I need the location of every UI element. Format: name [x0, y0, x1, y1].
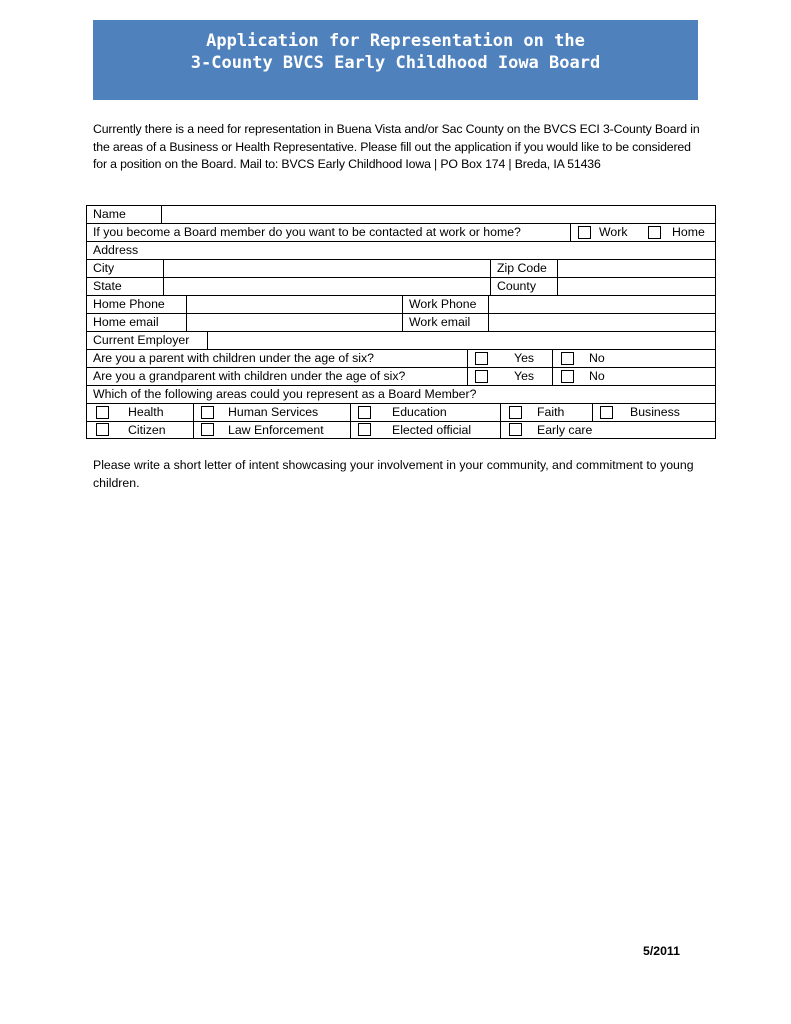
row-emails	[87, 314, 715, 332]
grandparent-yes-cell	[467, 368, 552, 385]
home-email-field[interactable]	[186, 314, 402, 331]
parent-yes-label: Yes	[514, 351, 535, 365]
citizen-checkbox[interactable]	[96, 423, 109, 436]
faith-label: Faith	[537, 405, 565, 419]
business-label: Business	[630, 405, 680, 419]
education-label: Education	[392, 405, 447, 419]
human-services-label: Human Services	[228, 405, 319, 419]
parent-question: Are you a parent with children under the age of six?	[93, 351, 374, 365]
area-faith-cell	[500, 404, 592, 421]
name-field[interactable]	[161, 206, 715, 223]
grandparent-question: Are you a grandparent with children under the age of six?	[93, 369, 406, 383]
area-elected-official-cell	[350, 422, 500, 438]
contact-question: If you become a Board member do you want to be contacted at work or home?	[93, 225, 521, 239]
law-enforcement-label: Law Enforcement	[228, 423, 324, 437]
employer-field[interactable]	[207, 332, 715, 349]
row-contact	[87, 224, 715, 242]
home-label: Home	[672, 225, 705, 239]
early-care-label: Early care	[537, 423, 593, 437]
grandparent-no-cell	[552, 368, 715, 385]
row-phones	[87, 296, 715, 314]
row-state	[87, 278, 715, 296]
parent-yes-cell	[467, 350, 552, 367]
row-address	[87, 242, 715, 260]
header-banner	[93, 20, 698, 100]
areas-question: Which of the following areas could you represent as a Board Member?	[93, 387, 477, 401]
name-label: Name	[93, 207, 126, 221]
row-employer	[87, 332, 715, 350]
area-health-cell	[87, 404, 193, 421]
area-human-services-cell	[193, 404, 350, 421]
city-label: City	[93, 261, 115, 275]
area-education-cell	[350, 404, 500, 421]
employer-label: Current Employer	[93, 333, 190, 347]
education-checkbox[interactable]	[358, 406, 371, 419]
state-field[interactable]	[163, 278, 490, 295]
row-name	[87, 206, 715, 224]
letter-instructions: Please write a short letter of intent showcasing your involvement in your community, and commitment to young children.	[93, 458, 694, 490]
parent-no-checkbox[interactable]	[561, 352, 574, 365]
elected-official-checkbox[interactable]	[358, 423, 371, 436]
revision-date: 5/2011	[643, 944, 680, 958]
area-early-care-cell	[500, 422, 715, 438]
work-email-label: Work email	[402, 314, 488, 331]
parent-yes-checkbox[interactable]	[475, 352, 488, 365]
health-checkbox[interactable]	[96, 406, 109, 419]
state-label: State	[93, 279, 122, 293]
business-checkbox[interactable]	[600, 406, 613, 419]
city-field[interactable]	[163, 260, 490, 277]
home-checkbox[interactable]	[648, 226, 661, 239]
zip-label: Zip Code	[490, 260, 557, 277]
row-city	[87, 260, 715, 278]
address-label: Address	[93, 243, 139, 257]
title-line-1: Application for Representation on the	[206, 31, 585, 51]
application-form	[86, 205, 716, 439]
grandparent-no-checkbox[interactable]	[561, 370, 574, 383]
work-checkbox[interactable]	[578, 226, 591, 239]
county-field[interactable]	[557, 278, 715, 295]
row-grandparent	[87, 368, 715, 386]
row-areas-2	[87, 422, 715, 438]
grandparent-no-label: No	[589, 369, 605, 383]
home-phone-field[interactable]	[186, 296, 402, 313]
work-label: Work	[599, 225, 628, 239]
zip-field[interactable]	[557, 260, 715, 277]
parent-no-label: No	[589, 351, 605, 365]
title-line-2: 3-County BVCS Early Childhood Iowa Board	[190, 53, 601, 73]
home-email-label: Home email	[93, 315, 159, 329]
county-label: County	[490, 278, 557, 295]
law-enforcement-checkbox[interactable]	[201, 423, 214, 436]
faith-checkbox[interactable]	[509, 406, 522, 419]
work-phone-field[interactable]	[488, 296, 715, 313]
area-citizen-cell	[87, 422, 193, 438]
home-phone-label: Home Phone	[93, 297, 165, 311]
contact-options	[570, 224, 715, 241]
area-law-enforcement-cell	[193, 422, 350, 438]
grandparent-yes-label: Yes	[514, 369, 535, 383]
elected-official-label: Elected official	[392, 423, 472, 437]
row-areas-question	[87, 386, 715, 404]
early-care-checkbox[interactable]	[509, 423, 522, 436]
human-services-checkbox[interactable]	[201, 406, 214, 419]
intro-paragraph: Currently there is a need for representation in Buena Vista and/or Sac County on the BVCS ECI 3-County Board in the areas of a Business or Health Representative. Please fill out the application if you would like to be considered for a position on the Board. Mail to: BVCS Early Childhood Iowa | PO Box 174 | Breda, IA 51436	[93, 122, 700, 171]
health-label: Health	[128, 405, 164, 419]
row-areas-1	[87, 404, 715, 422]
row-parent	[87, 350, 715, 368]
citizen-label: Citizen	[128, 423, 166, 437]
parent-no-cell	[552, 350, 715, 367]
work-phone-label: Work Phone	[402, 296, 488, 313]
area-business-cell	[592, 404, 715, 421]
work-email-field[interactable]	[488, 314, 715, 331]
grandparent-yes-checkbox[interactable]	[475, 370, 488, 383]
